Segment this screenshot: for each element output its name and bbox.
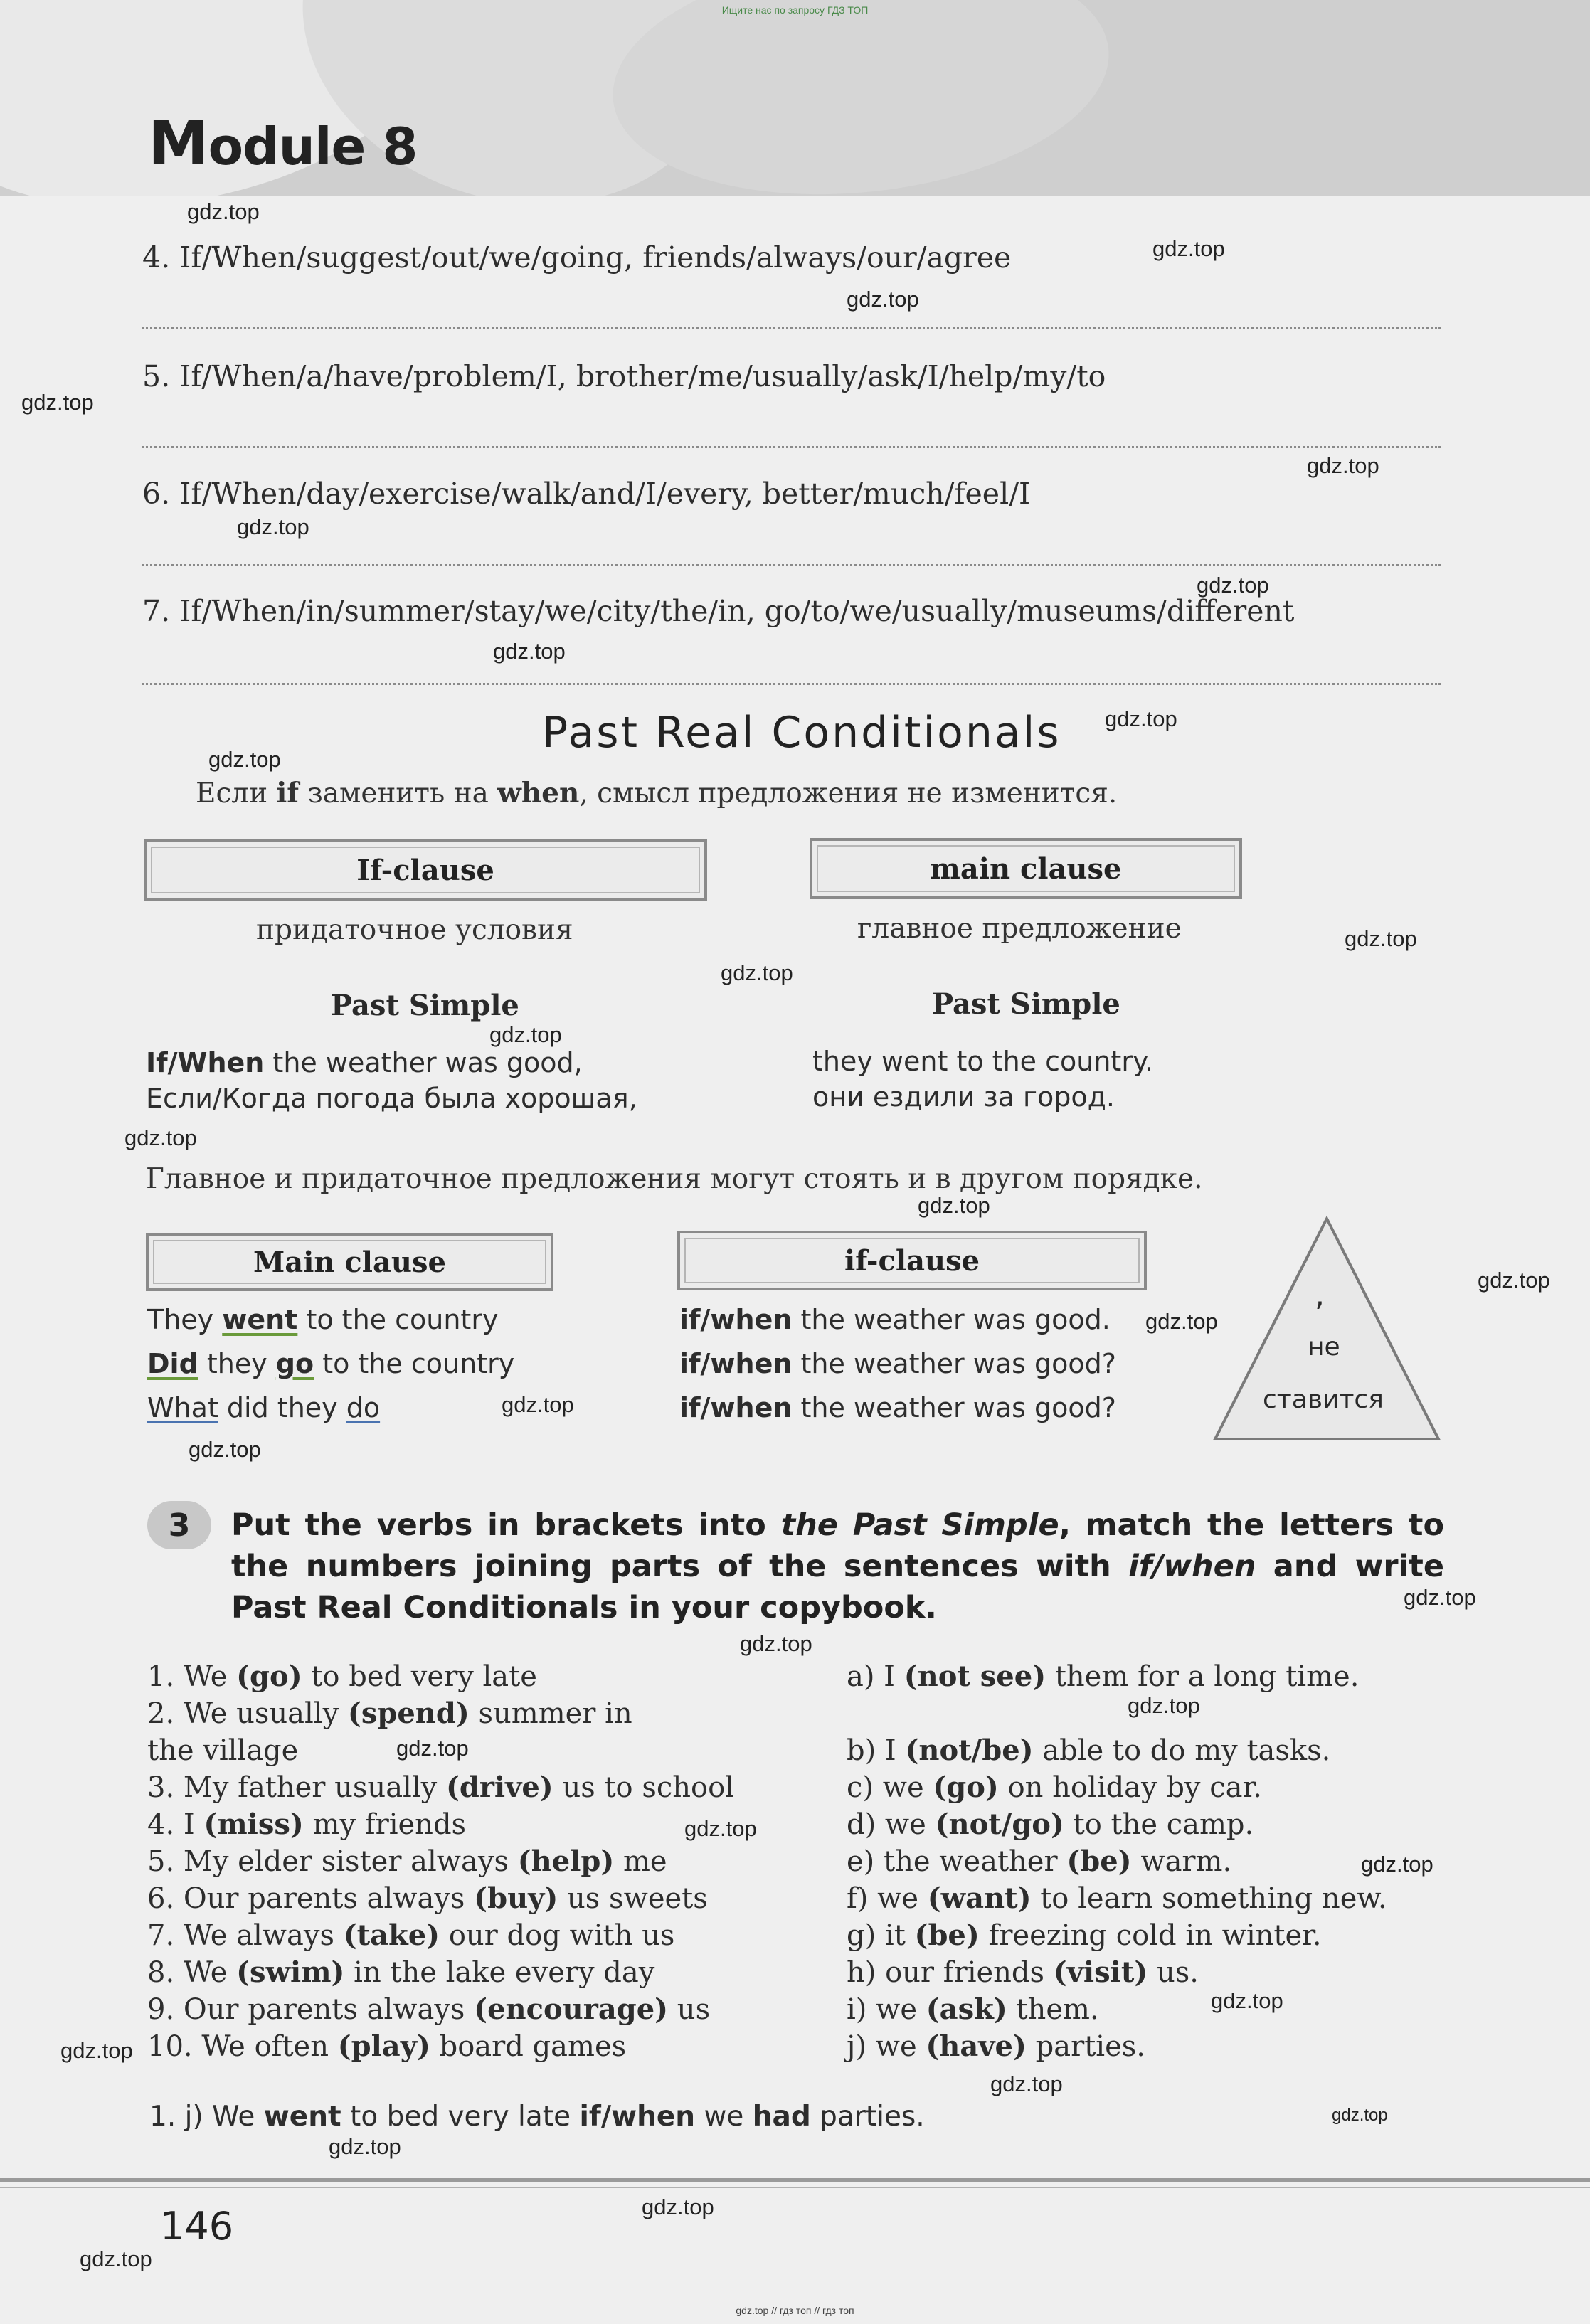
- triangle-text: ставится: [1263, 1385, 1384, 1414]
- section-title: Past Real Conditionals: [542, 708, 1061, 758]
- list-item: 7. We always (take) our dog with us: [147, 1919, 675, 1952]
- answer-line: [142, 446, 1441, 448]
- exercise-instructions: Put the verbs in brackets into the Past Simple, match the letters to the numbers joining parts of the sentences with if/when and write Past Real Conditionals in your copybook.: [231, 1507, 1445, 1625]
- if-clause-box: If-clause: [144, 839, 707, 901]
- main-clause-box: main clause: [810, 838, 1242, 899]
- list-item: 2. We usually (spend) summer in: [147, 1697, 632, 1730]
- exercise-item: 6. If/When/day/exercise/walk/and/I/every, better/much/feel/I: [142, 477, 1031, 511]
- list-item: 1. We (go) to bed very late: [147, 1660, 537, 1693]
- order-example: What did they do: [147, 1392, 381, 1423]
- answer-line: [142, 683, 1441, 685]
- page-number: 146: [160, 2204, 234, 2249]
- order-example-if: if/when the weather was good.: [679, 1304, 1111, 1335]
- list-item: e) the weather (be) warm.: [847, 1845, 1232, 1878]
- watermark: gdz.top: [684, 1816, 757, 1841]
- watermark: gdz.top: [493, 639, 566, 664]
- if-clause-box: if-clause: [677, 1231, 1147, 1290]
- watermark: gdz.top: [21, 390, 94, 415]
- order-example: They went to the country: [147, 1304, 499, 1335]
- if-clause-translation: придаточное условия: [256, 914, 573, 946]
- triangle-comma: ,: [1315, 1277, 1325, 1313]
- watermark: gdz.top: [237, 514, 309, 539]
- order-example-if: if/when the weather was good?: [679, 1392, 1116, 1423]
- footer-divider: [0, 2178, 1590, 2182]
- list-item: d) we (not/go) to the camp.: [847, 1808, 1254, 1841]
- tense-label: Past Simple: [331, 989, 519, 1022]
- watermark: gdz.top: [1152, 236, 1225, 261]
- main-clause-translation: главное предложение: [857, 913, 1182, 945]
- footer-divider: [0, 2187, 1590, 2188]
- list-item: 9. Our parents always (encourage) us: [147, 1993, 711, 2026]
- list-item: h) our friends (visit) us.: [847, 1956, 1199, 1989]
- grammar-note: Если if заменить на when, смысл предложения не изменится.: [196, 777, 1118, 810]
- watermark: gdz.top: [1197, 573, 1269, 598]
- order-example: Did they go to the country: [147, 1348, 515, 1379]
- watermark: gdz.top: [1105, 706, 1177, 731]
- watermark: gdz.top: [721, 960, 793, 985]
- tense-label: Past Simple: [932, 987, 1120, 1021]
- watermark: gdz.top: [1332, 2106, 1388, 2125]
- module-rest: odule 8: [208, 117, 418, 176]
- triangle-text: не: [1308, 1332, 1340, 1362]
- top-note[interactable]: Ищите нас по запросу ГДЗ ТОП: [721, 4, 869, 16]
- watermark: gdz.top: [1345, 926, 1417, 951]
- watermark: gdz.top: [918, 1193, 990, 1218]
- watermark: gdz.top: [990, 2071, 1063, 2096]
- watermark: gdz.top: [1211, 1988, 1283, 2013]
- watermark: gdz.top: [1145, 1309, 1218, 1334]
- list-item: 8. We (swim) in the lake every day: [147, 1956, 655, 1989]
- list-item: 6. Our parents always (buy) us sweets: [147, 1882, 708, 1915]
- watermark: gdz.top: [502, 1392, 574, 1417]
- example-if-clause: If/When the weather was good,: [146, 1047, 583, 1078]
- watermark: gdz.top: [740, 1631, 812, 1656]
- watermark: gdz.top: [208, 747, 281, 772]
- list-item: j) we (have) parties.: [847, 2029, 1145, 2063]
- exercise-item: 4. If/When/suggest/out/we/going, friends/always/our/agree: [142, 240, 1012, 275]
- example-if-translation: Если/Когда погода была хорошая,: [146, 1083, 637, 1114]
- list-item: i) we (ask) them.: [847, 1993, 1099, 2026]
- answer-line: [142, 564, 1441, 566]
- answer-line: [142, 327, 1441, 329]
- exercise-item: 5. If/When/a/have/problem/I, brother/me/usually/ask/I/help/my/to: [142, 359, 1106, 393]
- watermark: gdz.top: [329, 2134, 401, 2159]
- watermark: gdz.top: [1128, 1693, 1200, 1718]
- watermark: gdz.top: [124, 1125, 197, 1150]
- list-item: the village: [147, 1734, 299, 1767]
- example-main-translation: они ездили за город.: [812, 1081, 1115, 1113]
- watermark: gdz.top: [847, 287, 919, 312]
- watermark: gdz.top: [60, 2038, 133, 2063]
- list-item: b) I (not/be) able to do my tasks.: [847, 1734, 1331, 1767]
- watermark: gdz.top: [1404, 1585, 1476, 1610]
- watermark: gdz.top: [1478, 1268, 1550, 1293]
- list-item: 10. We often (play) board games: [147, 2029, 627, 2063]
- module-initial: M: [148, 108, 208, 179]
- watermark: gdz.top: [396, 1736, 469, 1761]
- bottom-note: gdz.top // гдз топ // гдз топ: [736, 2305, 854, 2316]
- exercise-item: 7. If/When/in/summer/stay/we/city/the/in, go/to/we/usually/museums/different: [142, 594, 1295, 628]
- header-decoration: [601, 0, 1121, 196]
- order-example-if: if/when the weather was good?: [679, 1348, 1116, 1379]
- order-note: Главное и придаточное предложения могут стоять и в другом порядке.: [146, 1163, 1203, 1195]
- exercise-number-badge: 3: [147, 1501, 211, 1549]
- watermark: gdz.top: [187, 199, 260, 224]
- watermark: gdz.top: [1361, 1852, 1433, 1877]
- list-item: 3. My father usually (drive) us to school: [147, 1771, 734, 1804]
- watermark: gdz.top: [189, 1437, 261, 1462]
- watermark: gdz.top: [80, 2246, 152, 2271]
- list-item: c) we (go) on holiday by car.: [847, 1771, 1262, 1804]
- watermark: gdz.top: [489, 1022, 562, 1047]
- answer-example: 1. j) We went to bed very late if/when we had parties.: [149, 2101, 925, 2133]
- module-title: [148, 108, 418, 179]
- list-item: f) we (want) to learn something new.: [847, 1882, 1387, 1915]
- watermark: gdz.top: [642, 2195, 714, 2219]
- list-item: a) I (not see) them for a long time.: [847, 1660, 1360, 1693]
- watermark: gdz.top: [1307, 453, 1379, 478]
- list-item: 5. My elder sister always (help) me: [147, 1845, 667, 1878]
- list-item: g) it (be) freezing cold in winter.: [847, 1919, 1322, 1952]
- main-clause-box: Main clause: [146, 1233, 553, 1291]
- example-main-clause: they went to the country.: [812, 1046, 1154, 1077]
- list-item: 4. I (miss) my friends: [147, 1808, 467, 1841]
